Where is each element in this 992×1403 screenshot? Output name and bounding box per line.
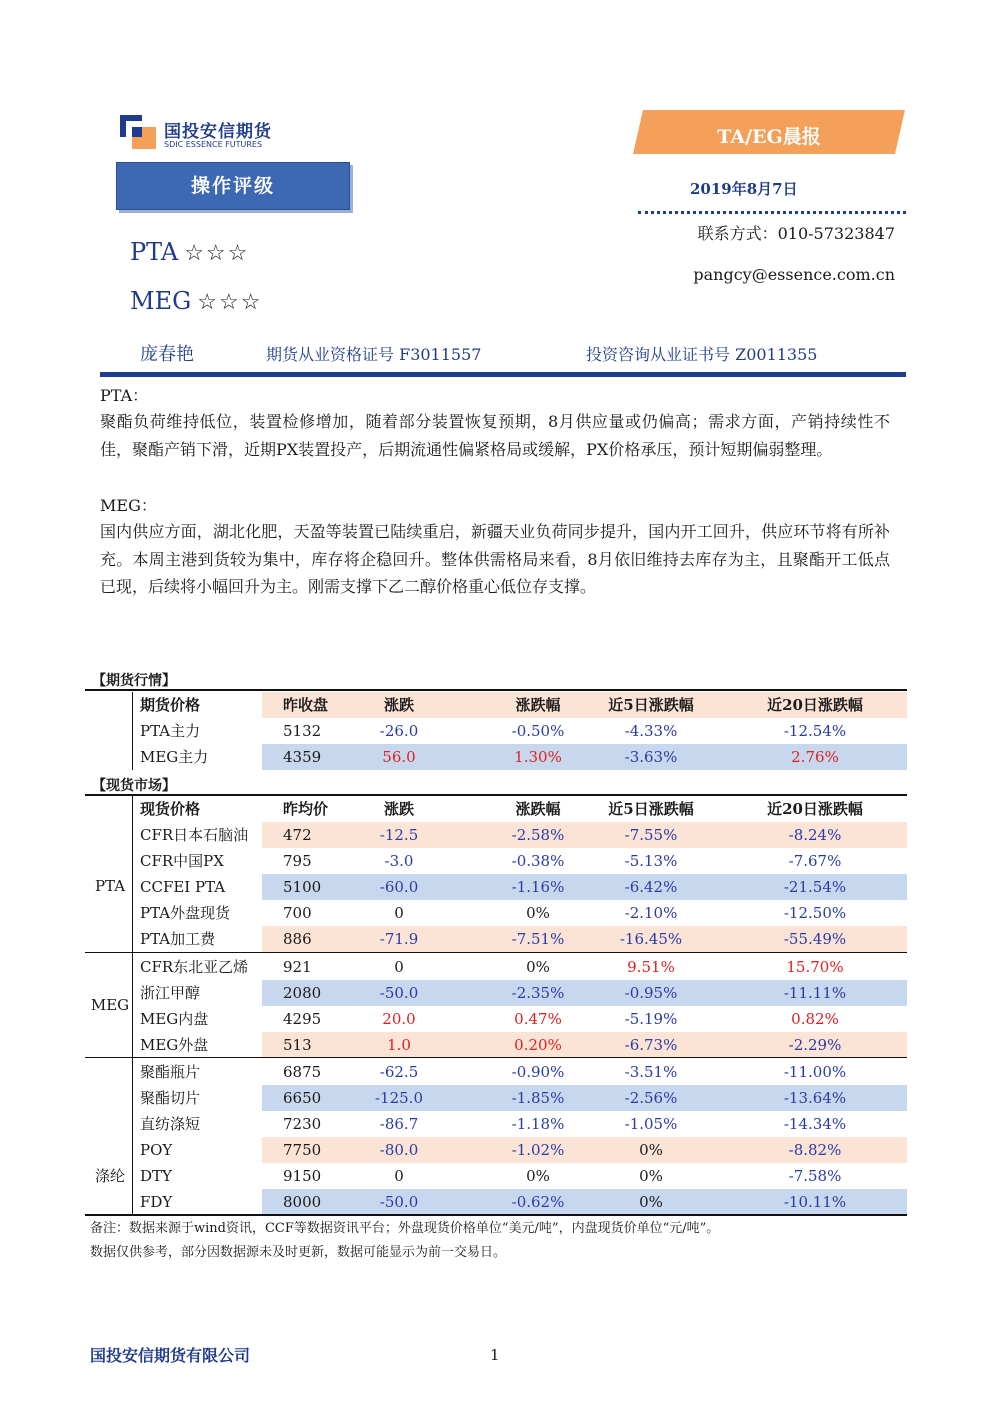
row-pct: -0.38% — [511, 852, 565, 870]
row-d20: -7.67% — [788, 852, 842, 870]
row-price: 472 — [283, 826, 312, 844]
page-number: 1 — [490, 1346, 500, 1364]
rating-product: MEG — [130, 287, 192, 315]
row-pct: 0.47% — [514, 1010, 562, 1028]
row-pct: 1.30% — [514, 748, 562, 766]
row-chg: 0 — [394, 958, 404, 976]
row-name: 浙江甲醇 — [140, 984, 201, 1002]
col-header: 昨收盘 — [283, 696, 329, 714]
row-price: 7750 — [283, 1141, 322, 1159]
row-d20: -13.64% — [783, 1089, 847, 1107]
row-d5: -2.10% — [624, 904, 678, 922]
row-price: 5132 — [283, 722, 322, 740]
row-price: 9150 — [283, 1167, 322, 1185]
row-chg: -3.0 — [384, 852, 414, 870]
group-label-pta: PTA — [94, 877, 126, 895]
row-chg: 0 — [394, 904, 404, 922]
row-d5: -5.19% — [624, 1010, 678, 1028]
row-price: 5100 — [283, 878, 322, 896]
row-chg: 20.0 — [382, 1010, 416, 1028]
rating-meg — [130, 287, 262, 315]
row-pct: -0.50% — [511, 722, 565, 740]
row-d5: 0% — [639, 1167, 663, 1185]
row-price: 513 — [283, 1036, 312, 1054]
row-chg: -26.0 — [379, 722, 419, 740]
col-header: 近20日涨跌幅 — [767, 696, 863, 714]
row-chg: 1.0 — [387, 1036, 411, 1054]
row-chg: -71.9 — [379, 930, 419, 948]
note-line: 数据仅供参考，部分因数据源未及时更新，数据可能显示为前一交易日。 — [90, 1245, 507, 1260]
row-chg: -86.7 — [379, 1115, 419, 1133]
row-price: 8000 — [283, 1193, 322, 1211]
report-banner — [633, 110, 905, 154]
col-header: 近5日涨跌幅 — [608, 696, 694, 714]
data-note — [90, 1217, 910, 1265]
pta-analysis: 聚酯负荷维持低位，装置检修增加，随着部分装置恢复预期，8月供应量或仍偏高；需求方面，产销持续性不佳，聚酯产销下滑，近期PX装置投产，后期流通性偏紧格局或缓解，PX价格承压，预计短期偏弱整理。 — [100, 412, 890, 459]
row-d20: -10.11% — [783, 1193, 847, 1211]
row-d5: -4.33% — [624, 722, 678, 740]
row-chg: -60.0 — [379, 878, 419, 896]
author-divider — [100, 372, 906, 377]
company-logo — [120, 113, 300, 153]
banner-title: TA/EG晨报 — [717, 126, 821, 148]
row-name: DTY — [140, 1167, 172, 1185]
row-price: 700 — [283, 904, 312, 922]
row-price: 886 — [283, 930, 312, 948]
row-name: CFR东北亚乙烯 — [140, 958, 249, 976]
row-price: 921 — [283, 958, 312, 976]
row-name: MEG外盘 — [140, 1036, 209, 1054]
row-d20: -2.29% — [788, 1036, 842, 1054]
row-chg: -62.5 — [379, 1063, 419, 1081]
row-d5: -16.45% — [619, 930, 683, 948]
row-d20: 0.82% — [791, 1010, 839, 1028]
row-d5: 9.51% — [627, 958, 675, 976]
col-header: 涨跌 — [383, 800, 414, 818]
rating-box — [116, 162, 350, 210]
row-price: 7230 — [283, 1115, 322, 1133]
row-pct: -0.90% — [511, 1063, 565, 1081]
star-rating-icon: ☆☆☆ — [184, 241, 250, 266]
row-name: CFR中国PX — [140, 852, 224, 870]
row-chg: -80.0 — [379, 1141, 419, 1159]
row-d5: -5.13% — [624, 852, 678, 870]
row-d5: -6.73% — [624, 1036, 678, 1054]
rating-pta — [130, 238, 249, 266]
row-pct: 0% — [526, 1167, 550, 1185]
row-name: 聚酯切片 — [140, 1089, 201, 1107]
row-chg: -12.5 — [379, 826, 419, 844]
row-chg: -50.0 — [379, 1193, 419, 1211]
author-name: 庞春艳 — [140, 344, 194, 365]
contact-email[interactable]: pangcy@essence.com.cn — [693, 265, 895, 284]
pta-heading: PTA： — [100, 386, 149, 405]
row-d5: -2.56% — [624, 1089, 678, 1107]
row-pct: -1.85% — [511, 1089, 565, 1107]
table-rule — [85, 1214, 907, 1216]
report-date: 2019年8月7日 — [690, 180, 798, 198]
row-pct: 0.20% — [514, 1036, 562, 1054]
contact-phone: 联系方式：010-57323847 — [697, 224, 895, 243]
col-header: 涨跌 — [383, 696, 414, 714]
row-price: 4295 — [283, 1010, 322, 1028]
col-header: 现货价格 — [140, 800, 201, 818]
row-pct: -2.35% — [511, 984, 565, 1002]
row-d20: -14.34% — [783, 1115, 847, 1133]
row-name: PTA外盘现货 — [140, 904, 231, 922]
row-pct: 0% — [526, 958, 550, 976]
row-name: 聚酯瓶片 — [140, 1063, 201, 1081]
note-line: 备注：数据来源于wind资讯，CCF等数据资讯平台；外盘现货价格单位“美元/吨”，内盘现货价单位“元/吨”。 — [90, 1221, 720, 1236]
row-price: 2080 — [283, 984, 322, 1002]
group-divider — [85, 1057, 907, 1058]
row-name: MEG主力 — [140, 748, 209, 766]
row-d5: -7.55% — [624, 826, 678, 844]
col-header: 近5日涨跌幅 — [608, 800, 694, 818]
col-header: 涨跌幅 — [515, 696, 561, 714]
row-d5: -3.63% — [624, 748, 678, 766]
logo-name-cn: 国投安信期货 — [164, 122, 272, 142]
row-name: 直纺涤短 — [140, 1115, 201, 1133]
row-price: 795 — [283, 852, 312, 870]
rating-product: PTA — [130, 238, 179, 266]
col-header: 近20日涨跌幅 — [767, 800, 863, 818]
row-price: 6875 — [283, 1063, 322, 1081]
row-d20: 15.70% — [786, 958, 844, 976]
row-d5: 0% — [639, 1193, 663, 1211]
futures-table-title: 【期货行情】 — [92, 673, 176, 689]
logo-mark-icon — [120, 115, 156, 149]
row-d20: -11.00% — [783, 1063, 847, 1081]
row-d5: -0.95% — [624, 984, 678, 1002]
row-d5: -1.05% — [624, 1115, 678, 1133]
row-d5: -3.51% — [624, 1063, 678, 1081]
row-pct: -7.51% — [511, 930, 565, 948]
meg-analysis: 国内供应方面，湖北化肥，天盈等装置已陆续重启，新疆天业负荷同步提升，国内开工回升，供应环节将有所补充。本周主港到货较为集中，库存将企稳回升。整体供需格局来看，8月依旧维持去库存为主，且聚酯开工低点已现，后续将小幅回升为主。刚需支撑下乙二醇价格重心低位存支撑。 — [100, 522, 890, 596]
table-vline — [132, 796, 133, 1214]
row-d5: -6.42% — [624, 878, 678, 896]
invest-cert: 投资咨询从业证书号 Z0011355 — [586, 345, 818, 364]
row-pct: -2.58% — [511, 826, 565, 844]
row-d20: -12.50% — [783, 904, 847, 922]
row-pct: 0% — [526, 904, 550, 922]
row-pct: -1.02% — [511, 1141, 565, 1159]
row-name: PTA主力 — [140, 722, 201, 740]
row-d20: -12.54% — [783, 722, 847, 740]
row-name: PTA加工费 — [140, 930, 216, 948]
row-chg: 56.0 — [382, 748, 416, 766]
row-d20: -55.49% — [783, 930, 847, 948]
col-header: 涨跌幅 — [515, 800, 561, 818]
row-d20: -7.58% — [788, 1167, 842, 1185]
rating-box-label: 操作评级 — [190, 175, 275, 197]
row-pct: -1.18% — [511, 1115, 565, 1133]
meg-heading: MEG： — [100, 496, 157, 515]
row-pct: -1.16% — [511, 878, 565, 896]
row-chg: -50.0 — [379, 984, 419, 1002]
row-d20: -11.11% — [783, 984, 847, 1002]
row-price: 6650 — [283, 1089, 322, 1107]
table-vline — [132, 692, 133, 770]
row-d20: 2.76% — [791, 748, 839, 766]
col-header: 昨均价 — [283, 800, 329, 818]
logo-name-en: SDIC ESSENCE FUTURES — [164, 140, 263, 149]
group-label-fiber: 涤纶 — [94, 1167, 125, 1185]
row-d5: 0% — [639, 1141, 663, 1159]
date-divider — [638, 211, 906, 214]
row-name: CFR日本石脑油 — [140, 826, 249, 844]
row-name: FDY — [140, 1193, 173, 1211]
futures-cert: 期货从业资格证号 F3011557 — [266, 345, 482, 364]
row-pct: -0.62% — [511, 1193, 565, 1211]
row-d20: -21.54% — [783, 878, 847, 896]
row-chg: -125.0 — [374, 1089, 423, 1107]
star-rating-icon: ☆☆☆ — [197, 290, 263, 315]
col-header: 期货价格 — [140, 696, 201, 714]
row-d20: -8.82% — [788, 1141, 842, 1159]
row-chg: 0 — [394, 1167, 404, 1185]
table-rule — [85, 689, 907, 691]
footer-company: 国投安信期货有限公司 — [90, 1346, 251, 1365]
row-price: 4359 — [283, 748, 322, 766]
row-name: CCFEI PTA — [140, 878, 226, 896]
group-divider — [85, 952, 907, 953]
row-name: MEG内盘 — [140, 1010, 209, 1028]
row-d20: -8.24% — [788, 826, 842, 844]
row-name: POY — [140, 1141, 173, 1159]
group-label-meg: MEG — [90, 996, 130, 1014]
spot-table-title: 【现货市场】 — [92, 778, 176, 794]
